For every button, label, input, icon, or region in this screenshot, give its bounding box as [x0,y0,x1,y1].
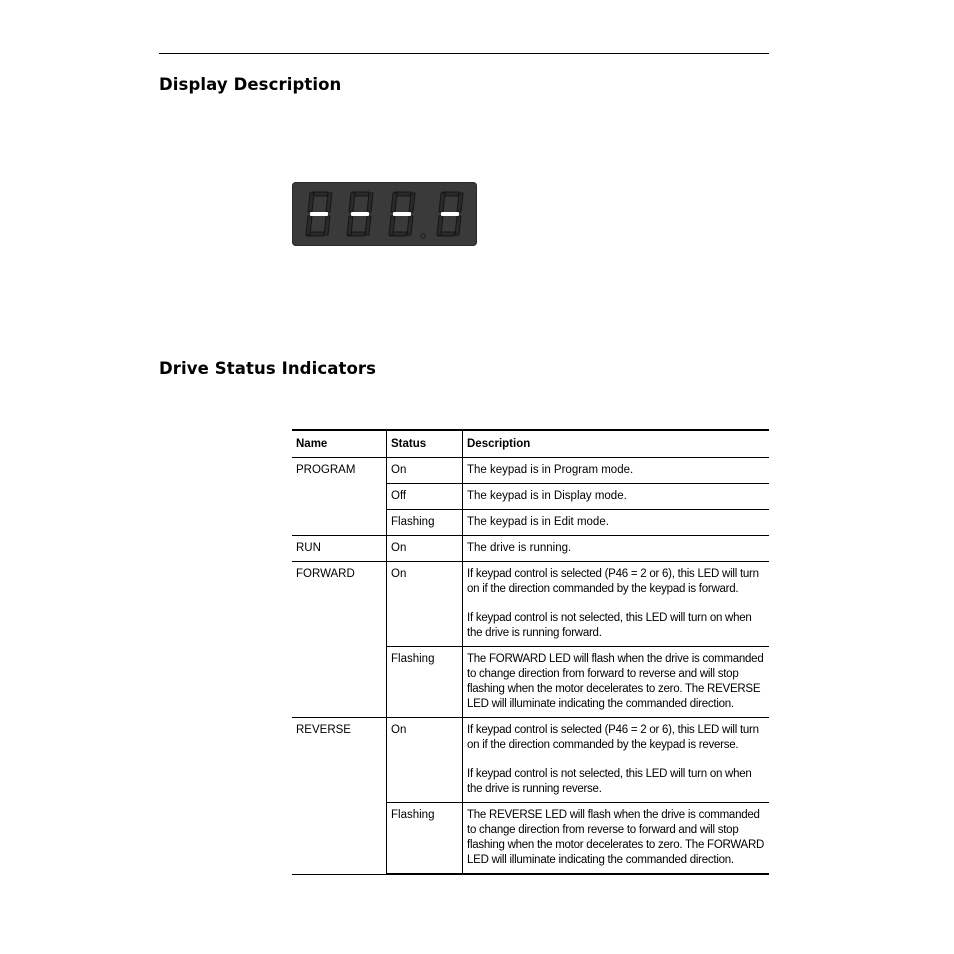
indicator-status: Flashing [387,647,463,718]
display-description-heading: Display Description [159,75,342,94]
column-header-status: Status [387,430,463,458]
indicator-status: Off [387,484,463,510]
description-text: The keypad is in Display mode. [467,490,627,502]
digit-3-dash [393,212,411,216]
indicator-status: On [387,562,463,647]
indicator-name: PROGRAM [292,458,387,536]
digit-4-dash [441,212,459,216]
description-text: The keypad is in Edit mode. [467,516,609,528]
description-text: If keypad control is selected (P46 = 2 or 6), this LED will turn on if the direction commanded by the keypad is reverse. [467,724,759,751]
table-row [292,562,769,647]
indicator-description [463,510,770,536]
description-text: The FORWARD LED will flash when the drive is commanded to change direction from forward to reverse and will stop flashing when the motor decelerates to zero. The REVERSE LED will illuminate indicating the commanded direction. [467,653,764,710]
description-text: The keypad is in Program mode. [467,464,634,476]
seven-segment-display [292,182,477,246]
table-row [292,718,769,803]
drive-status-table [292,429,769,875]
indicator-status: On [387,458,463,484]
indicator-name: FORWARD [292,562,387,718]
indicator-description [463,647,770,718]
indicator-status: On [387,718,463,803]
indicator-status: Flashing [387,510,463,536]
indicator-status: Flashing [387,803,463,875]
table-row [292,536,769,562]
indicator-description [463,803,770,875]
description-text: If keypad control is not selected, this LED will turn on when the drive is running reverse. [467,768,752,795]
indicator-description [463,484,770,510]
indicator-description [463,536,770,562]
column-header-description: Description [463,430,770,458]
digit-2-dash [351,212,369,216]
indicator-name: REVERSE [292,718,387,875]
decimal-point [421,234,425,238]
indicator-description [463,458,770,484]
top-rule [159,53,769,54]
description-text: The REVERSE LED will flash when the drive is commanded to change direction from reverse to forward and will stop flashing when the motor decelerates to zero. The FORWARD LED will illuminate indicating the commanded direction. [467,809,765,866]
drive-status-indicators-heading: Drive Status Indicators [159,359,377,378]
indicator-status: On [387,536,463,562]
indicator-description [463,718,770,803]
table-row [292,458,769,484]
led-display-panel [292,182,477,246]
indicator-description [463,562,770,647]
column-header-name: Name [292,430,387,458]
description-text: The drive is running. [467,542,572,554]
description-text: If keypad control is not selected, this LED will turn on when the drive is running forward. [467,612,752,639]
indicator-name: RUN [292,536,387,562]
digit-1-dash [310,212,328,216]
table-header-row [292,430,769,458]
description-text: If keypad control is selected (P46 = 2 or 6), this LED will turn on if the direction commanded by the keypad is forward. [467,568,759,595]
